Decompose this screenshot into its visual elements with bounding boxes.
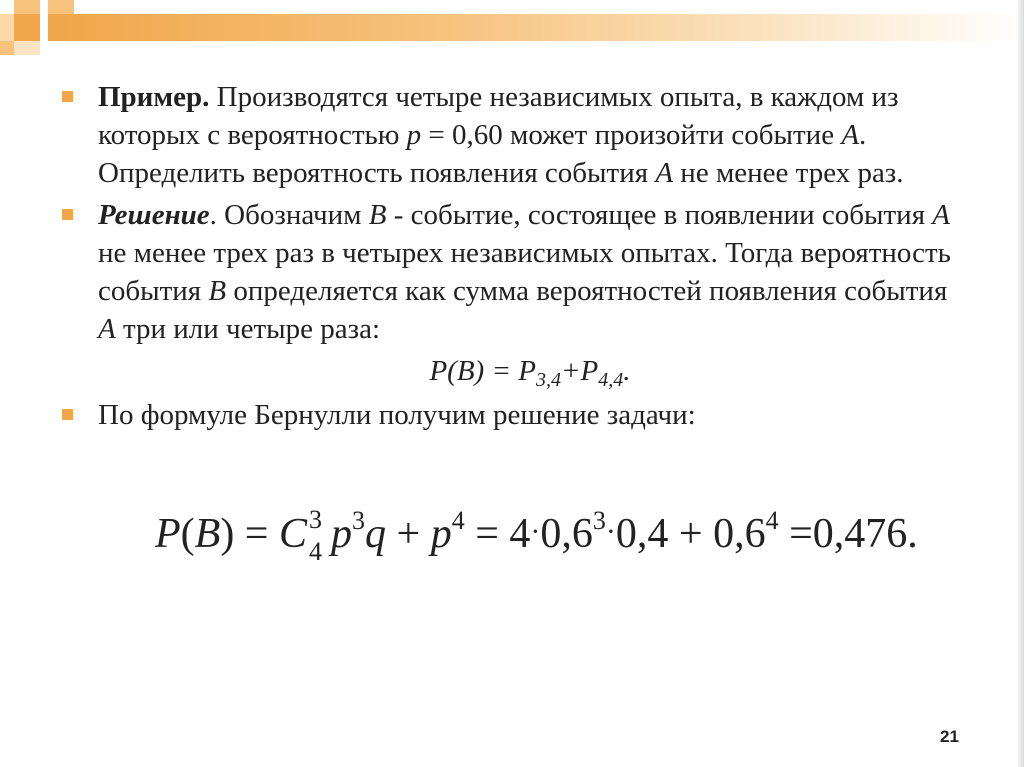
decor-square xyxy=(0,14,14,41)
example-text: . Определить вероятность появления события xyxy=(98,119,867,189)
probability-sum-formula xyxy=(62,352,962,390)
f-superscript: 4 xyxy=(765,506,779,535)
f-dot: · xyxy=(605,515,616,548)
bullet-icon xyxy=(62,409,73,420)
event-b: B xyxy=(368,199,387,231)
f-result: =0,476. xyxy=(778,511,918,557)
example-text: = 0,60 может произойти событие xyxy=(421,119,842,151)
decor-square xyxy=(48,0,74,14)
solution-text: не менее трех раз в четырех независимых опытах. Тогда вероятность события xyxy=(98,237,951,307)
f-subscript: 4 xyxy=(309,537,323,567)
f-value: 0,6 xyxy=(540,511,593,557)
slide-edge-shadow xyxy=(1018,0,1024,767)
f-symbol: p xyxy=(430,511,452,557)
formula-subscript: 4,4 xyxy=(598,369,624,391)
solution-text: . Обозначим xyxy=(209,199,369,231)
bullet-icon xyxy=(62,91,73,102)
decor-square xyxy=(0,41,14,55)
example-paragraph xyxy=(62,78,962,192)
event-a: A xyxy=(655,157,674,189)
slide-body xyxy=(62,78,962,438)
solution-text: три или четыре раза: xyxy=(115,313,381,345)
f-superscript: 3 xyxy=(352,506,366,535)
solution-text: определяется как сумма вероятностей появления события xyxy=(226,275,948,307)
f-symbol: ( xyxy=(180,511,195,557)
f-symbol: q xyxy=(365,511,387,557)
f-symbol: = 4 xyxy=(464,511,531,557)
f-combination: C xyxy=(279,511,308,557)
bullet-icon xyxy=(62,209,73,220)
decor-square xyxy=(14,41,40,55)
f-symbol: B xyxy=(194,511,221,557)
formula-end: . xyxy=(623,355,631,387)
solution-text: - событие, состоящее в появлении события xyxy=(386,199,933,231)
decor-square xyxy=(14,14,40,41)
p-variable: p xyxy=(406,119,422,151)
f-superscript: 3 xyxy=(309,505,323,535)
page-number: 21 xyxy=(940,727,959,746)
formula-lhs: P(B) = P xyxy=(429,355,536,387)
f-dot: · xyxy=(530,515,541,548)
bernoulli-formula xyxy=(155,505,935,570)
f-symbol: p xyxy=(331,511,353,557)
bernoulli-text: По формуле Бернулли получим решение задачи: xyxy=(98,399,696,431)
event-b: B xyxy=(208,275,227,307)
solution-label: Решение xyxy=(98,199,210,231)
header-decor-bar xyxy=(48,14,1024,41)
bernoulli-paragraph xyxy=(62,396,962,434)
example-text: не менее трех раз. xyxy=(673,157,904,189)
event-a: A xyxy=(98,313,116,345)
event-a: A xyxy=(932,199,951,231)
f-superscript: 4 xyxy=(451,506,465,535)
example-label: Пример. xyxy=(98,81,210,113)
f-value: 0,4 + 0,6 xyxy=(615,511,766,557)
f-symbol: ) = xyxy=(220,511,279,557)
f-superscript: 3 xyxy=(592,506,606,535)
formula-plus: +P xyxy=(560,355,599,387)
formula-subscript: 3,4 xyxy=(535,369,561,391)
f-combination-indices xyxy=(307,505,331,567)
f-symbol: + xyxy=(386,511,431,557)
example-text: Производятся четыре независимых опыта, в каждом из которых с вероятностью xyxy=(98,81,899,151)
event-a: A xyxy=(841,119,860,151)
decor-square xyxy=(14,0,40,14)
solution-paragraph xyxy=(62,196,962,348)
f-symbol: P xyxy=(155,511,181,557)
